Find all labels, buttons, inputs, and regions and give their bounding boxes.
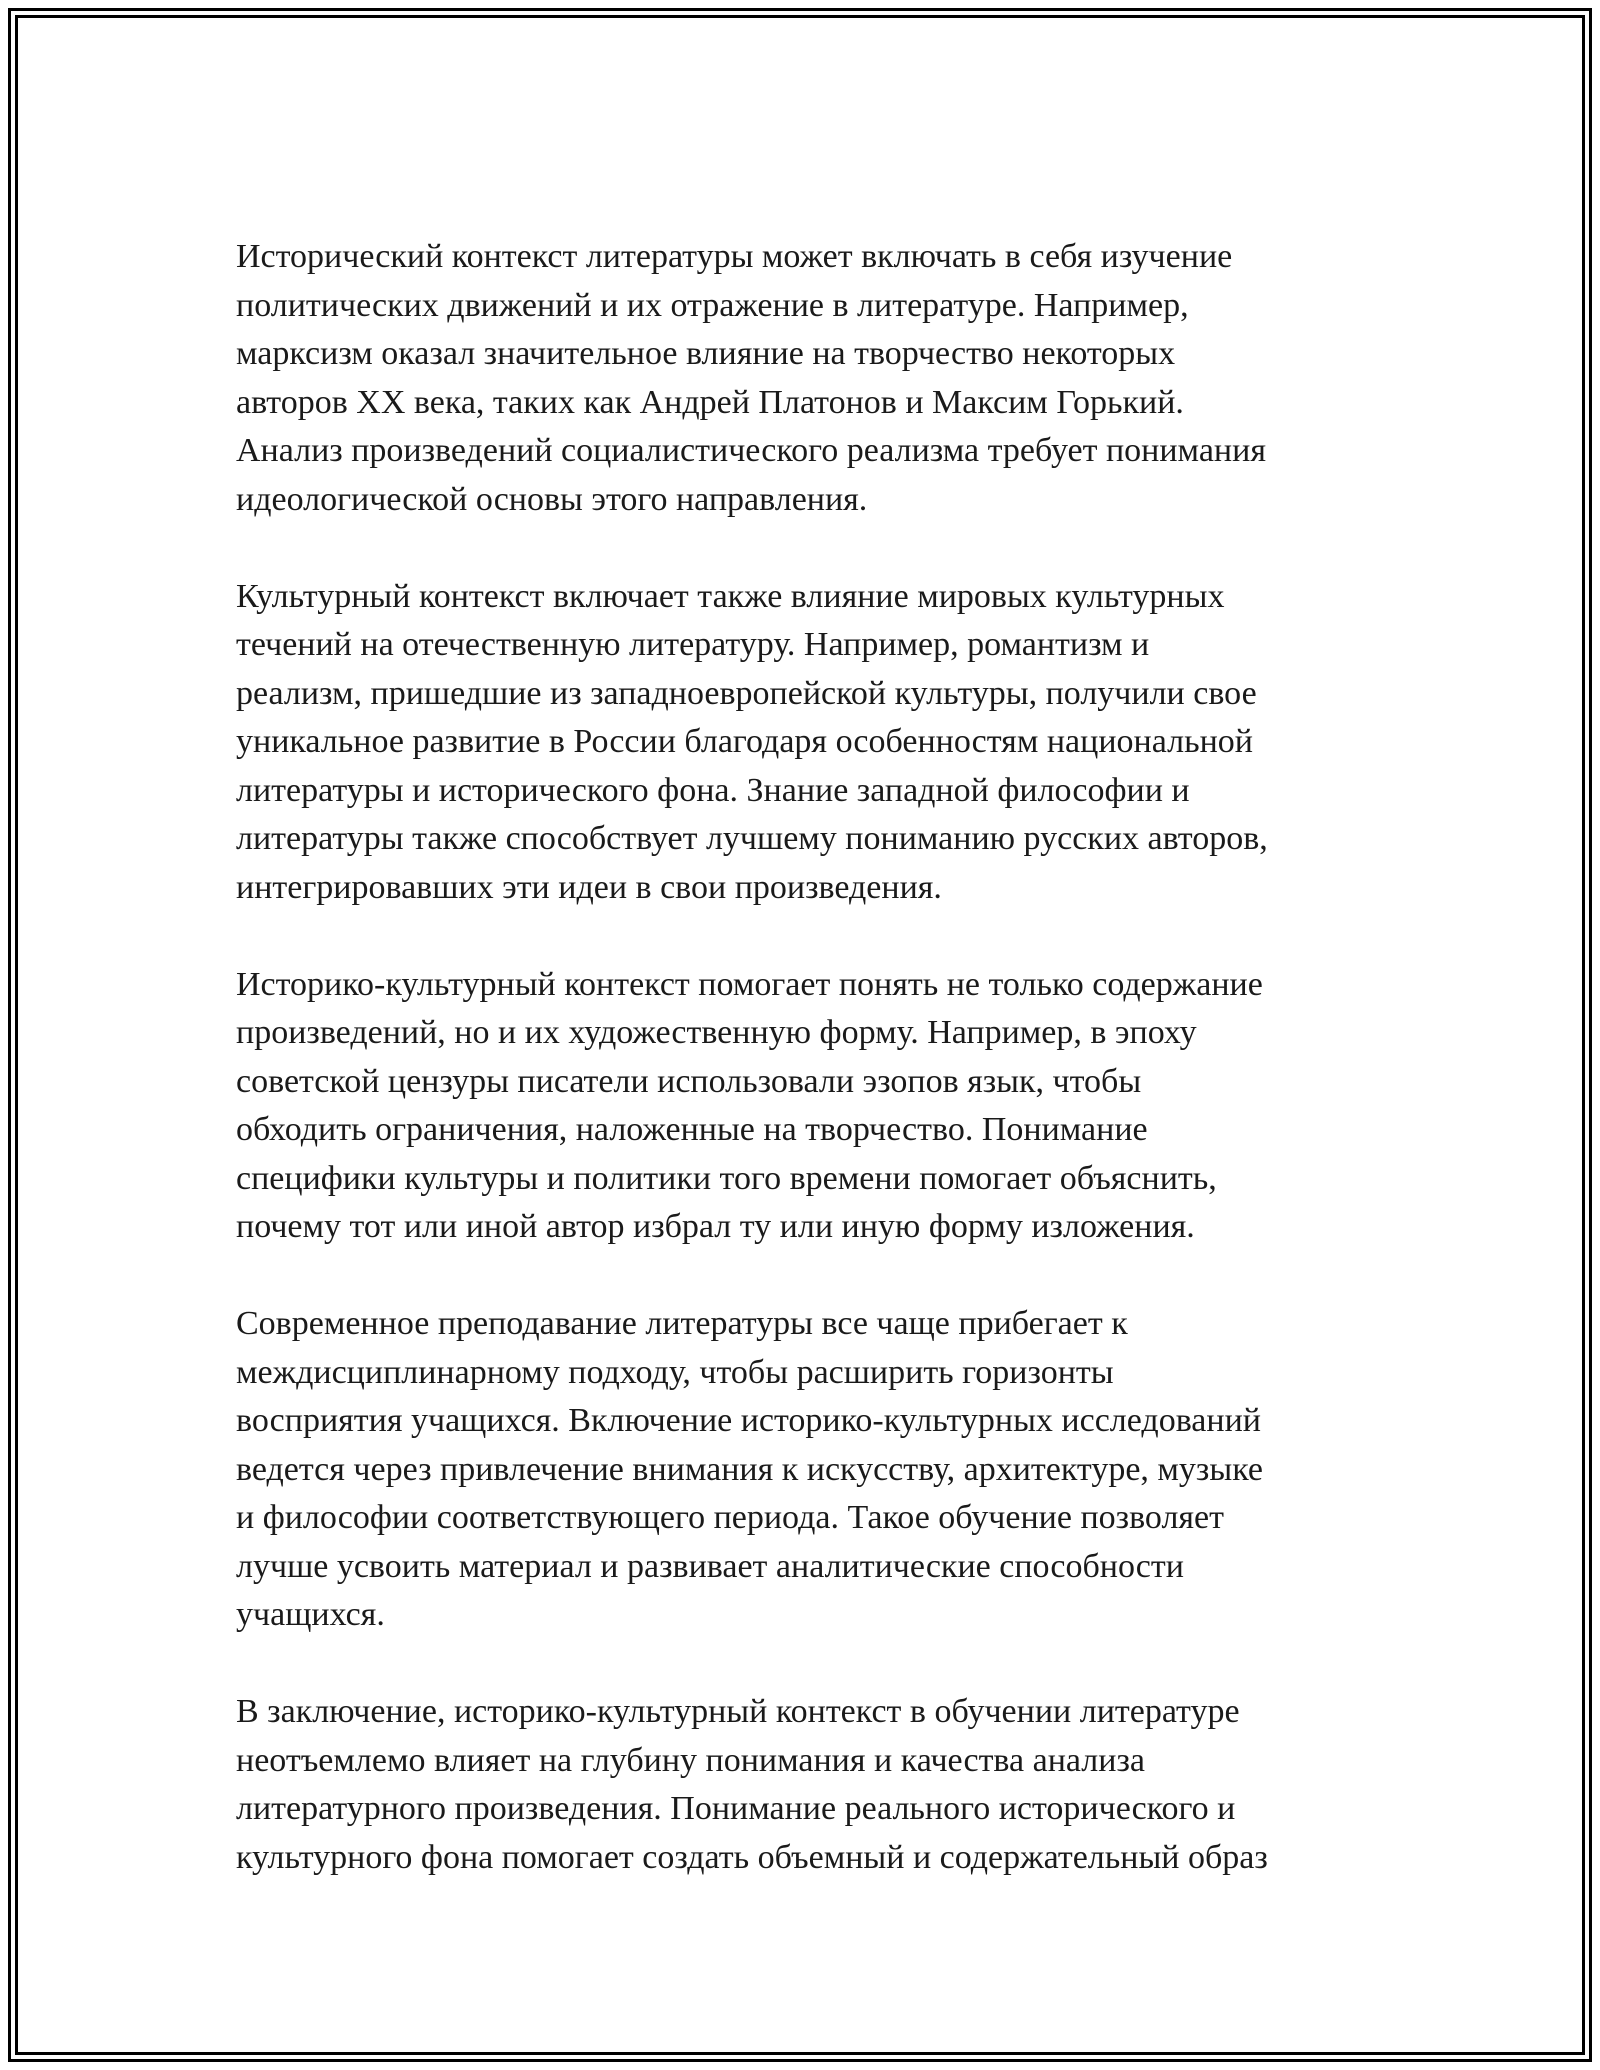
text-line: Культурный контекст включает также влияние мировых культурных	[236, 577, 1225, 615]
text-line: литературы также способствует лучшему пониманию русских авторов,	[236, 820, 1268, 857]
text-line: культурного фона помогает создать объемный и содержательный образ	[236, 1838, 1268, 1876]
text-line: специфики культуры и политики того времени помогает объяснить,	[236, 1159, 1217, 1197]
text-line: уникальное развитие в России благодаря особенностям национальной	[236, 723, 1253, 760]
text-line: почему тот или иной автор избрал ту или иную форму изложения.	[236, 1208, 1195, 1245]
text-line: течений на отечественную литературу. Например, романтизм и	[236, 626, 1150, 663]
text-line: неотъемлемо влияет на глубину понимания и качества анализа	[236, 1741, 1145, 1779]
document-body	[236, 233, 1396, 1931]
text-line: политических движений и их отражение в литературе. Например,	[236, 286, 1189, 324]
text-line: междисциплинарному подходу, чтобы расширить горизонты	[236, 1353, 1114, 1391]
text-line: Современное преподавание литературы все чаще прибегает к	[236, 1305, 1128, 1342]
text-line: ведется через привлечение внимания к искусству, архитектуре, музыке	[236, 1450, 1263, 1488]
text-line: учащихся.	[236, 1596, 385, 1633]
text-line: обходить ограничения, наложенные на творчество. Понимание	[236, 1111, 1148, 1148]
text-line: литературного произведения. Понимание реального исторического и	[236, 1790, 1236, 1827]
text-line: и философии соответствующего периода. Такое обучение позволяет	[236, 1499, 1225, 1536]
paragraph-cultural-context	[236, 573, 1396, 913]
text-line: интегрировавших эти идеи в свои произведения.	[236, 868, 942, 906]
text-line: произведений, но и их художественную форму. Например, в эпоху	[236, 1014, 1197, 1051]
text-line: литературы и исторического фона. Знание западной философии и	[236, 771, 1190, 809]
text-line: Анализ произведений социалистического реализма требует понимания	[236, 432, 1266, 469]
paragraph-modern-teaching	[236, 1300, 1396, 1640]
paragraph-conclusion	[236, 1688, 1396, 1882]
text-line: советской цензуры писатели использовали эзопов язык, чтобы	[236, 1062, 1142, 1100]
text-line: В заключение, историко-культурный контекст в обучении литературе	[236, 1693, 1240, 1730]
text-line: Исторический контекст литературы может включать в себя изучение	[236, 238, 1233, 275]
text-line: авторов XX века, таких как Андрей Платонов и Максим Горький.	[236, 383, 1184, 421]
text-line: идеологической основы этого направления.	[236, 480, 868, 518]
text-line: Историко-культурный контекст помогает понять не только содержание	[236, 965, 1263, 1003]
text-line: марксизм оказал значительное влияние на творчество некоторых	[236, 335, 1176, 372]
text-line: лучше усвоить материал и развивает аналитические способности	[236, 1547, 1184, 1585]
paragraph-historico-cultural-context	[236, 961, 1396, 1252]
text-line: реализм, пришедшие из западноевропейской культуры, получили свое	[236, 674, 1257, 712]
text-line: восприятия учащихся. Включение историко-культурных исследований	[236, 1402, 1261, 1439]
paragraph-historical-context	[236, 233, 1396, 524]
